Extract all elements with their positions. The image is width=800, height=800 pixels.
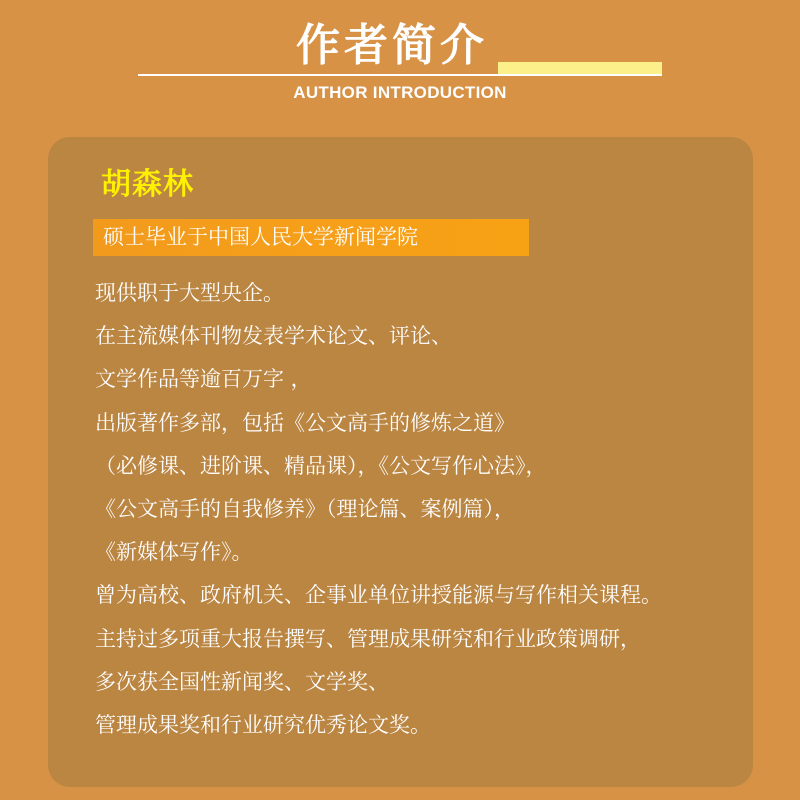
page-title: 作者简介	[296, 20, 488, 71]
bio-line: 多次获全国性新闻奖、文学奖、	[95, 669, 389, 694]
bio-line: 曾为高校、政府机关、企事业单位讲授能源与写作相关课程。	[95, 583, 662, 608]
title-accent-bar	[498, 62, 662, 74]
bio-line: 管理成果奖和行业研究优秀论文奖。	[95, 712, 431, 737]
bio-line: 《新媒体写作》。	[95, 540, 253, 565]
author-name: 胡森林	[101, 167, 194, 202]
bio-line: （必修课、进阶课、精品课），《公文写作心法》，	[95, 453, 547, 478]
bio-text	[95, 272, 662, 747]
bio-line: 出版著作多部，包括《公文高手的修炼之道》	[95, 410, 515, 435]
page-header	[0, 0, 800, 120]
education-highlight	[93, 219, 529, 256]
bio-line: 主持过多项重大报告撰写、管理成果研究和行业政策调研，	[95, 626, 641, 651]
bio-line: 在主流媒体刊物发表学术论文、评论、	[95, 324, 452, 349]
education-text: 硕士毕业于中国人民大学新闻学院	[103, 225, 418, 249]
bio-line: 现供职于大型央企。	[95, 281, 284, 305]
page-subtitle: AUTHOR INTRODUCTION	[293, 83, 507, 102]
author-card	[48, 137, 753, 787]
bio-line: 文学作品等逾百万字 ，	[95, 367, 312, 392]
bio-line: 《公文高手的自我修养》（理论篇、案例篇），	[95, 496, 515, 521]
title-underline	[138, 74, 662, 76]
